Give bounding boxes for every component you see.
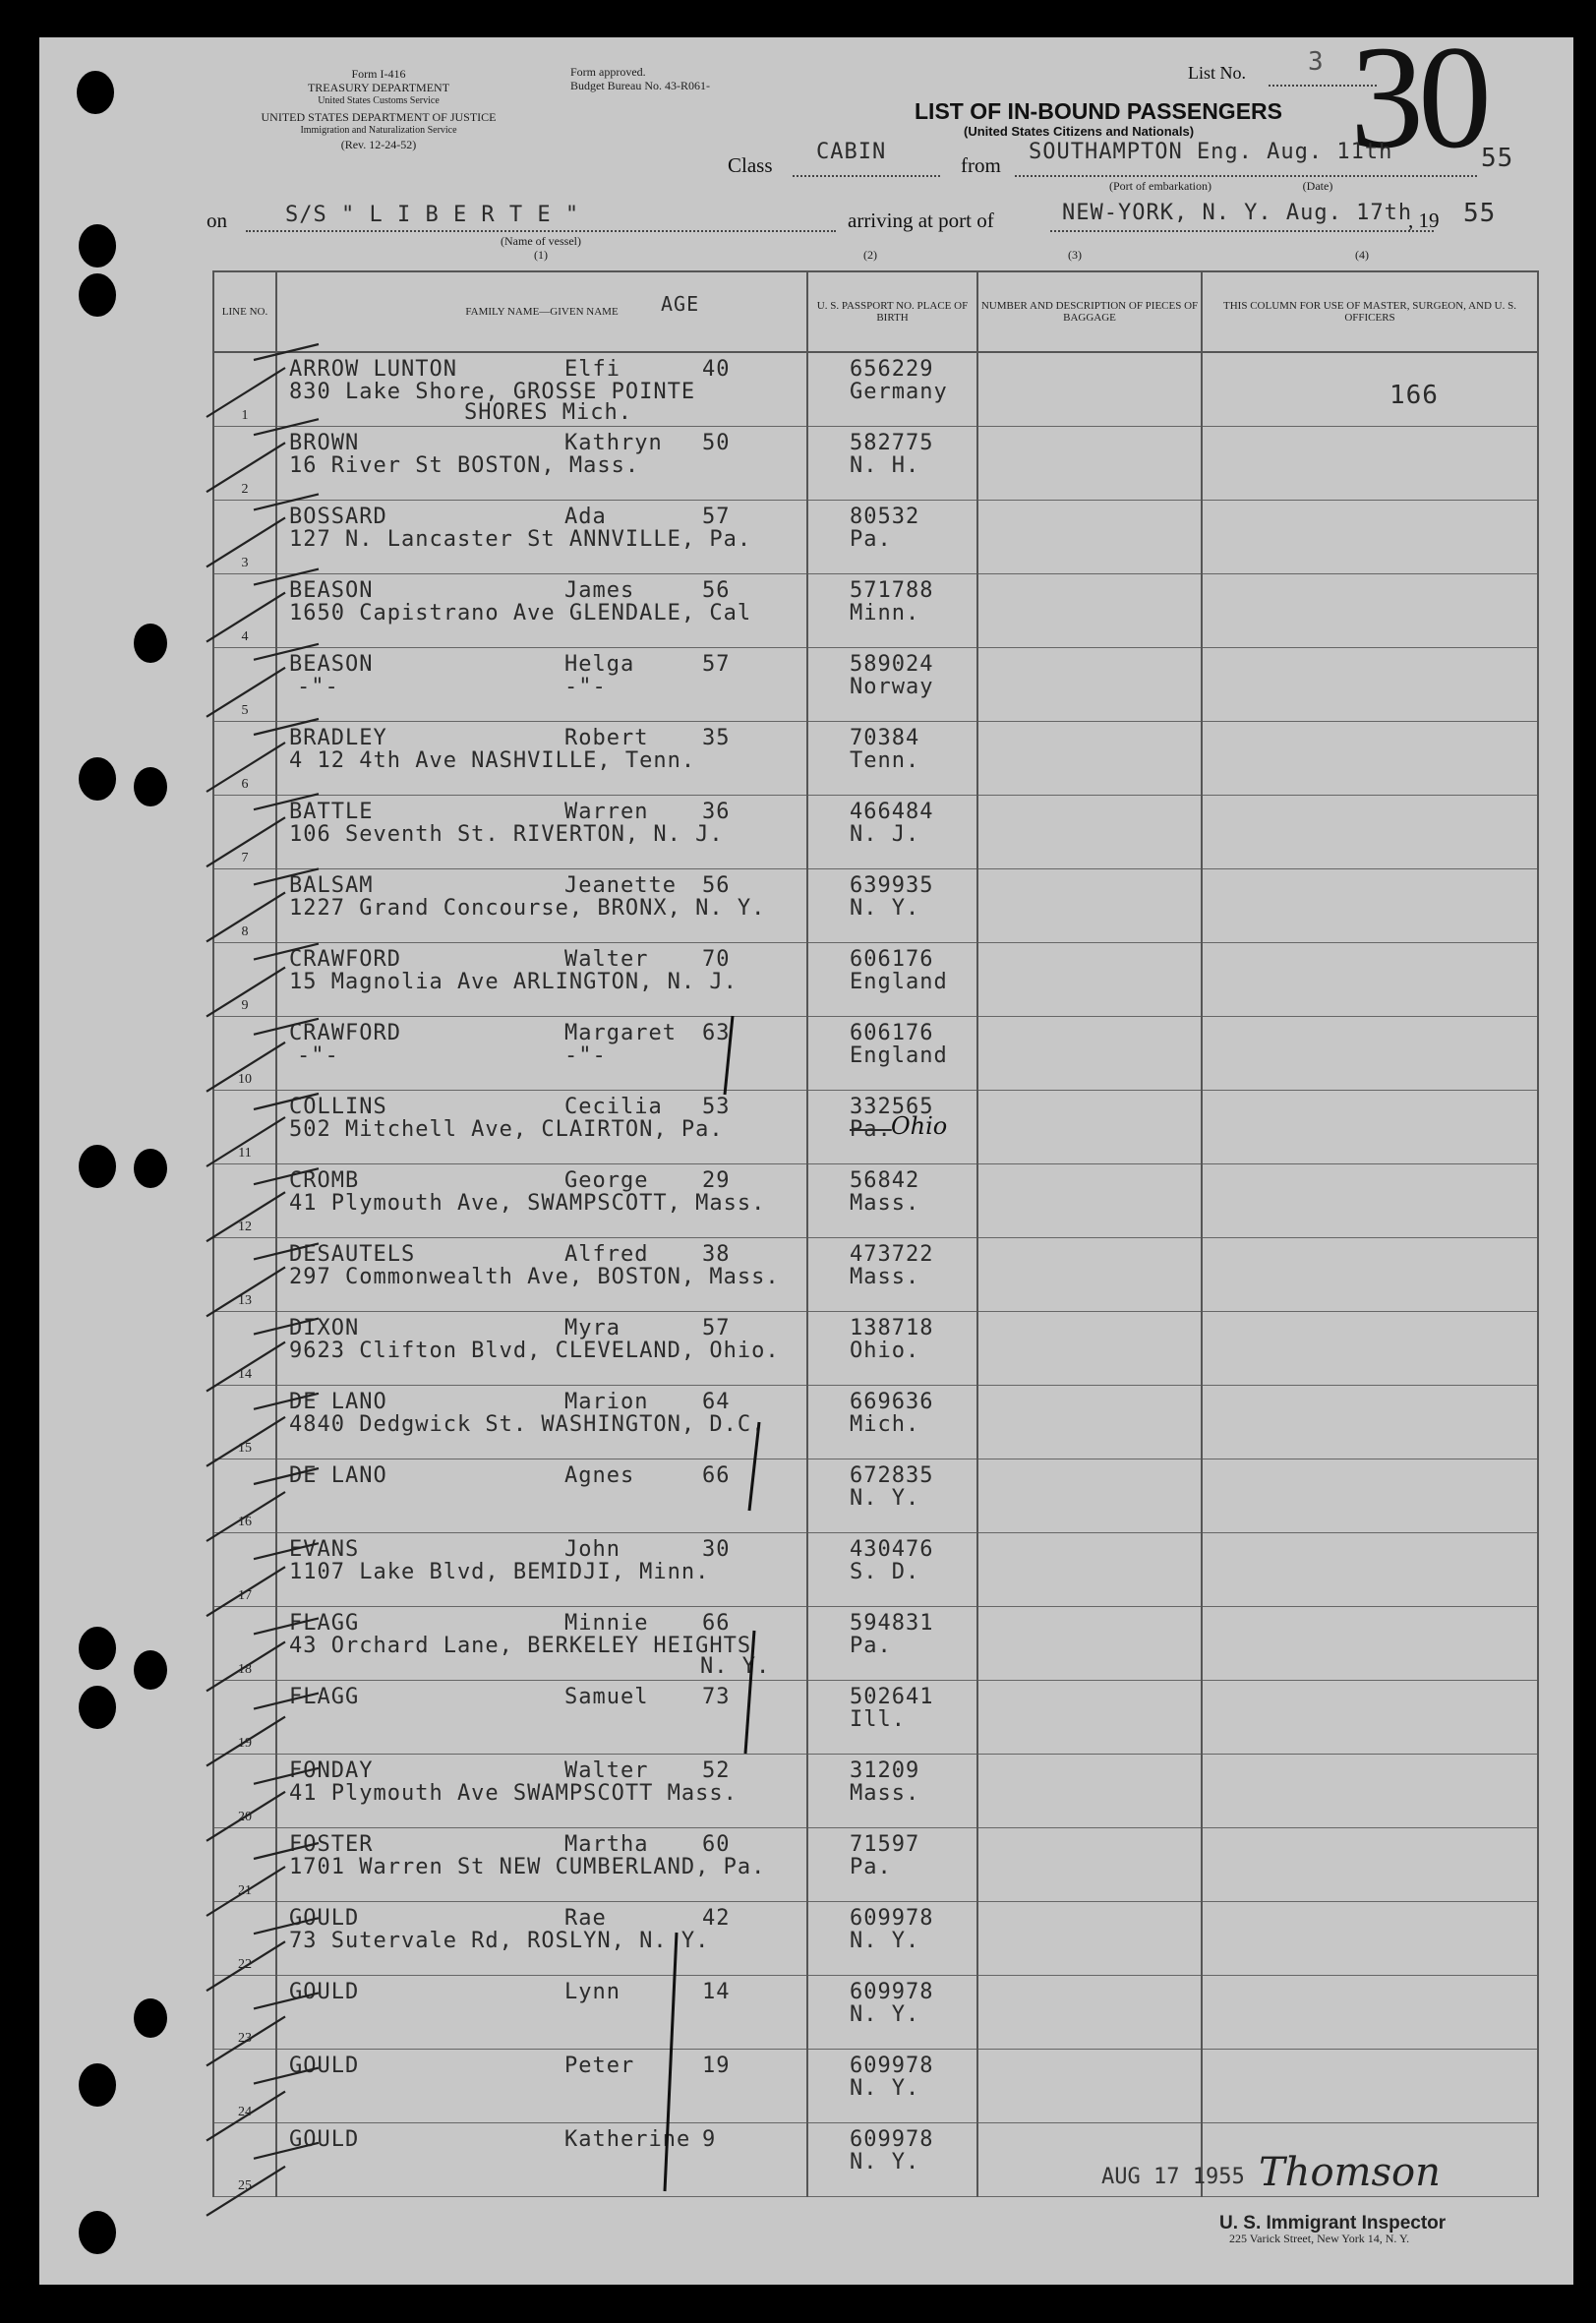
passport-number: 466484 <box>850 800 934 824</box>
address: -"- <box>297 675 339 699</box>
given-name-ditto: -"- <box>564 1043 607 1068</box>
family-name: BATTLE <box>289 800 374 824</box>
given-name: Walter <box>564 1758 649 1783</box>
line-number: 3 <box>241 556 249 570</box>
given-name: Lynn <box>564 1980 621 2004</box>
place-of-birth: N. Y. <box>850 2150 920 2174</box>
address: 297 Commonwealth Ave, BOSTON, Mass. <box>289 1265 780 1289</box>
place-of-birth: Minn. <box>850 601 920 625</box>
family-name: DE LANO <box>289 1390 387 1414</box>
given-name: Cecilia <box>564 1095 663 1119</box>
given-name: Warren <box>564 800 649 824</box>
pencil-marks <box>39 37 1573 2285</box>
line-number: 22 <box>238 1957 252 1972</box>
family-name: COLLINS <box>289 1095 387 1119</box>
line-number: 7 <box>241 851 249 865</box>
tally-mark <box>725 1016 733 1095</box>
family-name: DESAUTELS <box>289 1242 416 1267</box>
given-name: Kathryn <box>564 431 663 455</box>
place-of-birth: N. H. <box>850 453 920 478</box>
passport-number: 609978 <box>850 1980 934 2004</box>
header-officers: THIS COLUMN FOR USE OF MASTER, SURGEON, AND U. S. OFFICERS <box>1202 271 1538 352</box>
line-number: 25 <box>238 2178 252 2193</box>
age: 66 <box>702 1463 731 1488</box>
passport-number: 672835 <box>850 1463 934 1488</box>
passport-number: 56842 <box>850 1168 920 1193</box>
family-name: GOULD <box>289 1980 360 2004</box>
given-name-ditto: -"- <box>564 675 607 699</box>
address: 1650 Capistrano Ave GLENDALE, Cal <box>289 601 752 625</box>
line-number: 15 <box>238 1441 252 1456</box>
age: 52 <box>702 1758 731 1783</box>
check-mark <box>207 1019 319 1092</box>
line-number: 2 <box>241 482 249 497</box>
address: 16 River St BOSTON, Mass. <box>289 453 640 478</box>
check-mark <box>207 1694 319 1766</box>
printer-address: 225 Varick Street, New York 14, N. Y. <box>1229 2232 1410 2245</box>
place-of-birth: Mass. <box>850 1781 920 1806</box>
family-name: DE LANO <box>289 1463 387 1488</box>
age: 40 <box>702 357 731 382</box>
passport-number: 571788 <box>850 578 934 603</box>
tally-mark <box>665 1933 677 2191</box>
given-name: Jeanette <box>564 873 677 898</box>
line-number: 11 <box>238 1146 252 1161</box>
age: 73 <box>702 1685 731 1709</box>
given-name: Helga <box>564 652 635 677</box>
passport-number: 473722 <box>850 1242 934 1267</box>
age: 42 <box>702 1906 731 1931</box>
age: 9 <box>702 2127 717 2152</box>
line-number: 10 <box>238 1072 252 1087</box>
line-number: 9 <box>241 998 249 1013</box>
passport-number: 138718 <box>850 1316 934 1340</box>
age: 36 <box>702 800 731 824</box>
check-mark <box>207 1319 319 1392</box>
given-name: Robert <box>564 726 649 750</box>
form-number: Form I-416 <box>351 67 406 81</box>
place-of-birth: Mich. <box>850 1412 920 1437</box>
list-no-label: List No. <box>1188 63 1247 83</box>
passport-number: 609978 <box>850 1906 934 1931</box>
line-number: 6 <box>241 777 249 792</box>
arrival-value: NEW-YORK, N. Y. Aug. 17th <box>1062 201 1413 225</box>
passport-number: 430476 <box>850 1537 934 1562</box>
given-name: Agnes <box>564 1463 635 1488</box>
family-name: FLAGG <box>289 1611 360 1636</box>
family-name: BRADLEY <box>289 726 387 750</box>
given-name: Peter <box>564 2054 635 2078</box>
line-number: 8 <box>241 924 249 939</box>
address: 1107 Lake Blvd, BEMIDJI, Minn. <box>289 1560 710 1584</box>
age: 38 <box>702 1242 731 1267</box>
list-no-small: 3 <box>1308 47 1325 77</box>
class-label: Class <box>728 153 773 177</box>
port-caption: (Port of embarkation) <box>1109 179 1212 193</box>
place-of-birth: Pa. <box>850 527 892 552</box>
given-name: Ada <box>564 505 607 529</box>
address: 4840 Dedgwick St. WASHINGTON, D.C. <box>289 1412 766 1437</box>
place-of-birth: Tenn. <box>850 748 920 773</box>
line-number: 12 <box>238 1220 252 1234</box>
place-of-birth: N. Y. <box>850 1486 920 1511</box>
vessel-name: S/S " L I B E R T E " <box>285 203 580 227</box>
given-name: Katherine <box>564 2127 691 2152</box>
family-name: BEASON <box>289 652 374 677</box>
header-line-no: LINE NO. <box>213 271 276 352</box>
address-line2: N. Y. <box>700 1654 771 1679</box>
approved-line1: Form approved. <box>570 65 646 79</box>
check-mark <box>207 944 319 1017</box>
family-name: ARROW LUNTON <box>289 357 457 382</box>
given-name: George <box>564 1168 649 1193</box>
from-label: from <box>961 153 1001 177</box>
check-mark <box>207 794 319 866</box>
list-no-handwritten: 30 <box>1350 37 1486 179</box>
age: 57 <box>702 505 731 529</box>
line-number: 16 <box>238 1515 252 1529</box>
line-number: 24 <box>238 2105 252 2119</box>
family-name: BALSAM <box>289 873 374 898</box>
family-name: GOULD <box>289 2127 360 2152</box>
age: 53 <box>702 1095 731 1119</box>
age: 19 <box>702 2054 731 2078</box>
age: 29 <box>702 1168 731 1193</box>
check-mark <box>207 1768 319 1841</box>
form-title: LIST OF IN-BOUND PASSENGERS <box>915 98 1282 124</box>
address: 73 Sutervale Rd, ROSLYN, N. Y. <box>289 1929 710 1953</box>
place-of-birth: N. Y. <box>850 896 920 921</box>
given-name: Alfred <box>564 1242 649 1267</box>
agency-customs: United States Customs Service <box>318 95 440 106</box>
age: 63 <box>702 1021 731 1045</box>
address: 9623 Clifton Blvd, CLEVELAND, Ohio. <box>289 1339 780 1363</box>
age: 56 <box>702 578 731 603</box>
place-of-birth: S. D. <box>850 1560 920 1584</box>
address: 41 Plymouth Ave, SWAMPSCOTT, Mass. <box>289 1191 766 1216</box>
passport-number: 582775 <box>850 431 934 455</box>
line-number: 13 <box>238 1293 252 1308</box>
agency-ins: Immigration and Naturalization Service <box>300 125 457 136</box>
given-name: Margaret <box>564 1021 677 1045</box>
check-mark <box>207 494 319 566</box>
given-name: Elfi <box>564 357 621 382</box>
check-mark <box>207 419 319 492</box>
place-of-birth: Norway <box>850 675 934 699</box>
arriving-label: arriving at port of <box>848 208 994 232</box>
age: 14 <box>702 1980 731 2004</box>
place-of-birth: England <box>850 970 948 994</box>
place-of-birth: Ill. <box>850 1707 906 1732</box>
date-stamp: AUG 17 1955 <box>1101 2165 1245 2189</box>
given-name: Walter <box>564 947 649 972</box>
given-name: Minnie <box>564 1611 649 1636</box>
check-mark <box>207 569 319 642</box>
inspector-signature: Thomson <box>1259 2150 1441 2195</box>
passport-number: 609978 <box>850 2054 934 2078</box>
place-of-birth: Mass. <box>850 1265 920 1289</box>
check-mark <box>207 719 319 792</box>
age: 57 <box>702 1316 731 1340</box>
line-number: 1 <box>241 408 249 423</box>
place-of-birth: Pa. <box>850 1117 892 1142</box>
passport-number: 332565 <box>850 1095 934 1119</box>
place-of-birth: Mass. <box>850 1191 920 1216</box>
header-passport: U. S. PASSPORT NO. PLACE OF BIRTH <box>807 271 977 352</box>
col3-caption: (3) <box>1068 248 1082 262</box>
age: 66 <box>702 1611 731 1636</box>
address-line2: SHORES Mich. <box>464 400 632 425</box>
family-name: FONDAY <box>289 1758 374 1783</box>
age: 64 <box>702 1390 731 1414</box>
given-name: Myra <box>564 1316 621 1340</box>
passport-number: 502641 <box>850 1685 934 1709</box>
passport-number: 31209 <box>850 1758 920 1783</box>
tally-mark <box>749 1422 759 1511</box>
place-of-birth: Pa. <box>850 1855 892 1879</box>
line-number: 14 <box>238 1367 252 1382</box>
family-name: BEASON <box>289 578 374 603</box>
col4-caption: (4) <box>1355 248 1369 262</box>
age: 50 <box>702 431 731 455</box>
from-value: SOUTHAMPTON Eng. Aug. 11th <box>1029 140 1393 164</box>
given-name: Samuel <box>564 1685 649 1709</box>
col2-caption: (2) <box>863 248 877 262</box>
address: 4 12 4th Ave NASHVILLE, Tenn. <box>289 748 696 773</box>
family-name: GOULD <box>289 1906 360 1931</box>
address: 502 Mitchell Ave, CLAIRTON, Pa. <box>289 1117 724 1142</box>
check-mark <box>207 1543 319 1616</box>
line-number: 17 <box>238 1588 252 1603</box>
passport-number: 71597 <box>850 1832 920 1857</box>
class-value: CABIN <box>816 140 887 164</box>
line-number: 23 <box>238 2031 252 2046</box>
passport-number: 606176 <box>850 947 934 972</box>
address: 43 Orchard Lane, BERKELEY HEIGHTS <box>289 1634 752 1658</box>
check-mark <box>207 1394 319 1466</box>
given-name: Martha <box>564 1832 649 1857</box>
given-name: Marion <box>564 1390 649 1414</box>
address: 1227 Grand Concourse, BRONX, N. Y. <box>289 896 766 921</box>
family-name: CRAWFORD <box>289 1021 401 1045</box>
passport-number: 639935 <box>850 873 934 898</box>
family-name: BOSSARD <box>289 505 387 529</box>
passport-number: 656229 <box>850 357 934 382</box>
arrival-year-prefix: , 19 <box>1408 208 1440 232</box>
given-name: James <box>564 578 635 603</box>
age: 70 <box>702 947 731 972</box>
place-of-birth: Pa. <box>850 1634 892 1658</box>
age: 30 <box>702 1537 731 1562</box>
family-name: BROWN <box>289 431 360 455</box>
tally-mark <box>745 1631 754 1754</box>
age: 60 <box>702 1832 731 1857</box>
family-name: CROMB <box>289 1168 360 1193</box>
check-mark <box>207 644 319 717</box>
check-mark <box>207 1468 319 1541</box>
line-number: 21 <box>238 1883 252 1898</box>
check-mark <box>207 1168 319 1241</box>
family-name: FLAGG <box>289 1685 360 1709</box>
header-name-label: FAMILY NAME—GIVEN NAME <box>465 306 619 318</box>
date-caption: (Date) <box>1302 179 1333 193</box>
place-of-birth: England <box>850 1043 948 1068</box>
form-revision: (Rev. 12-24-52) <box>340 138 417 151</box>
line-number: 20 <box>238 1810 252 1824</box>
place-of-birth: N. J. <box>850 822 920 847</box>
line-number: 4 <box>241 629 249 644</box>
address: 127 N. Lancaster St ANNVILLE, Pa. <box>289 527 752 552</box>
year-from: 55 <box>1481 144 1514 173</box>
passport-number: 80532 <box>850 505 920 529</box>
family-name: GOULD <box>289 2054 360 2078</box>
check-mark <box>207 1918 319 1991</box>
agency-justice: UNITED STATES DEPARTMENT OF JUSTICE <box>261 110 497 124</box>
passport-number: 589024 <box>850 652 934 677</box>
line-number: 19 <box>238 1736 252 1751</box>
passport-number: 70384 <box>850 726 920 750</box>
check-mark <box>207 344 319 417</box>
check-mark <box>207 1993 319 2065</box>
place-of-birth: N. Y. <box>850 1929 920 1953</box>
family-name: DIXON <box>289 1316 360 1340</box>
agency-treasury: TREASURY DEPARTMENT <box>307 81 450 94</box>
place-of-birth-correction: Ohio <box>891 1112 948 1140</box>
col1-caption: (1) <box>534 248 548 262</box>
arrival-year: 55 <box>1463 199 1497 228</box>
check-mark <box>207 2143 319 2216</box>
family-name: FOSTER <box>289 1832 374 1857</box>
passport-number: 609978 <box>850 2127 934 2152</box>
address: 106 Seventh St. RIVERTON, N. J. <box>289 822 724 847</box>
on-label: on <box>207 208 227 232</box>
line-number: 5 <box>241 703 249 718</box>
form-subtitle: (United States Citizens and Nationals) <box>964 124 1195 139</box>
address: 830 Lake Shore, GROSSE POINTE <box>289 380 696 404</box>
family-name: CRAWFORD <box>289 947 401 972</box>
address: -"- <box>297 1043 339 1068</box>
given-name: Rae <box>564 1906 607 1931</box>
place-of-birth: Ohio. <box>850 1339 920 1363</box>
address: 15 Magnolia Ave ARLINGTON, N. J. <box>289 970 738 994</box>
place-of-birth: N. Y. <box>850 2002 920 2027</box>
check-mark <box>207 1843 319 1916</box>
officer-note: 166 <box>1389 381 1439 410</box>
check-mark <box>207 1243 319 1316</box>
vessel-caption: (Name of vessel) <box>501 234 581 248</box>
address: 1701 Warren St NEW CUMBERLAND, Pa. <box>289 1855 766 1879</box>
check-mark <box>207 1094 319 1166</box>
family-name: EVANS <box>289 1537 360 1562</box>
passport-number: 606176 <box>850 1021 934 1045</box>
check-mark <box>207 2068 319 2141</box>
check-mark <box>207 868 319 941</box>
header-age-typed: AGE <box>661 292 700 316</box>
place-of-birth: N. Y. <box>850 2076 920 2101</box>
form-page <box>39 37 1573 2285</box>
given-name: John <box>564 1537 621 1562</box>
age: 56 <box>702 873 731 898</box>
age: 35 <box>702 726 731 750</box>
inspector-title: U. S. Immigrant Inspector <box>1219 2213 1447 2234</box>
address: 41 Plymouth Ave SWAMPSCOTT Mass. <box>289 1781 738 1806</box>
age: 57 <box>702 652 731 677</box>
line-number: 18 <box>238 1662 252 1677</box>
check-mark <box>207 1618 319 1691</box>
approved-line2: Budget Bureau No. 43-R061- <box>570 79 710 92</box>
passport-number: 669636 <box>850 1390 934 1414</box>
passport-number: 594831 <box>850 1611 934 1636</box>
header-baggage: NUMBER AND DESCRIPTION OF PIECES OF BAGGAGE <box>977 271 1202 352</box>
place-of-birth: Germany <box>850 380 948 404</box>
